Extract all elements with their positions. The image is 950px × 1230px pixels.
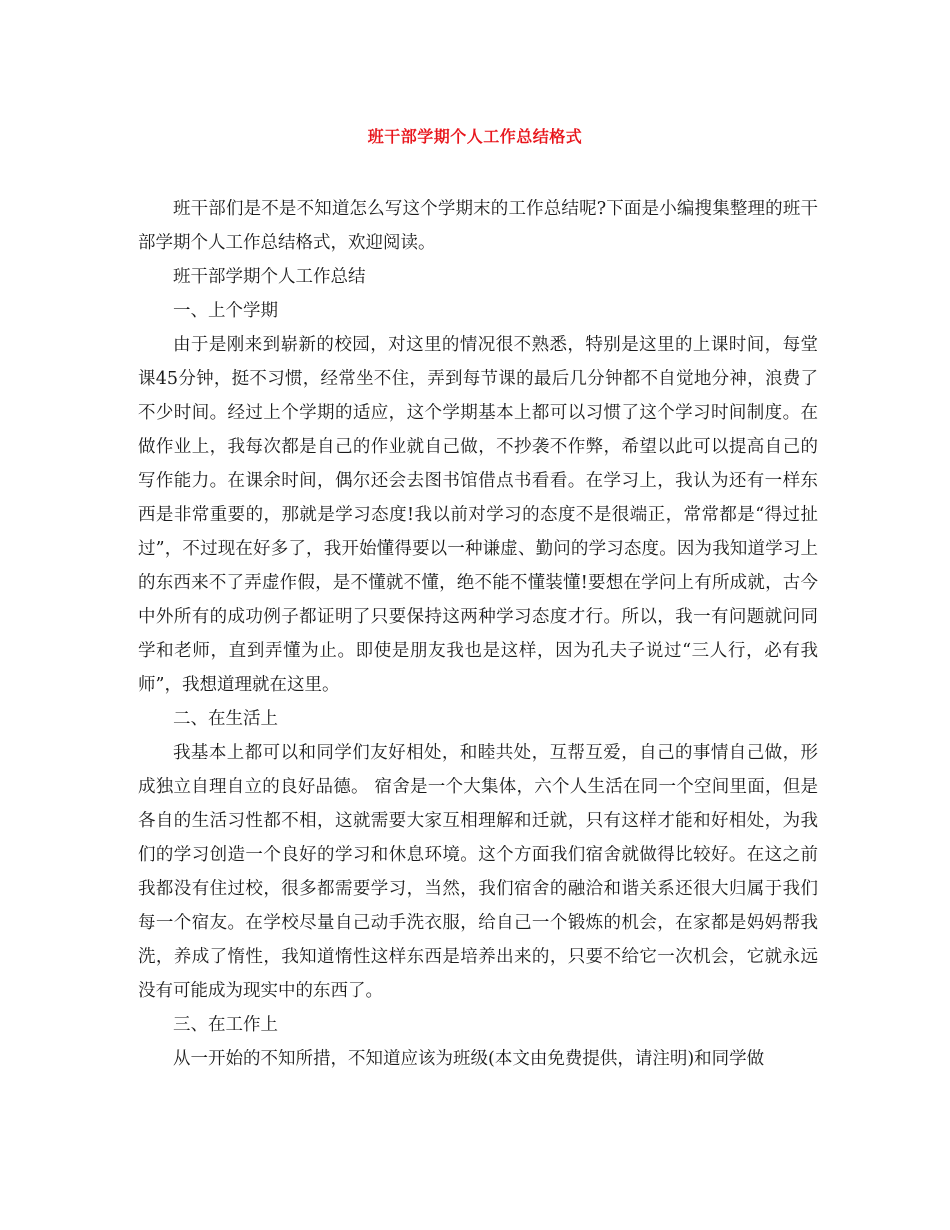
- section-heading-work: 三、在工作上: [173, 1015, 278, 1035]
- intro-paragraph: 班干部们是不是不知道怎么写这个学期末的工作总结呢?下面是小编搜集整理的班干部学期个人工作总结格式，欢迎阅读。: [138, 199, 818, 253]
- document-body: [138, 192, 818, 1076]
- document-title: 班干部学期个人工作总结格式: [367, 127, 583, 146]
- paragraph-last-semester: 由于是刚来到崭新的校园，对这里的情况很不熟悉，特别是这里的上课时间，每堂课45分钟，挺不习惯，经常坐不住，弄到每节课的最后几分钟都不自觉地分神，浪费了不少时间。经过上个学期的适应，这个学期基本上都可以习惯了这个学习时间制度。在做作业上，我每次都是自己的作业就自己做，不抄袭不作弊，希望以此可以提高自己的写作能力。在课余时间，偶尔还会去图书馆借点书看看。在学习上，我认为还有一样东西是非常重要的，那就是学习态度!我以前对学习的态度不是很端正，常常都是“得过扯过”，不过现在好多了，我开始懂得要以一种谦虚、勤问的学习态度。因为我知道学习上的东西来不了弄虚作假，是不懂就不懂，绝不能不懂装懂!要想在学问上有所成就，古今中外所有的成功例子都证明了只要保持这两种学习态度才行。所以，我一有问题就问同学和老师，直到弄懂为止。即使是朋友我也是这样，因为孔夫子说过“三人行，必有我师”，我想道理就在这里。: [138, 335, 818, 695]
- paragraph-work: 从一开始的不知所措，不知道应该为班级(本文由免费提供，请注明)和同学做: [173, 1049, 765, 1069]
- section-heading-summary: 班干部学期个人工作总结: [173, 267, 366, 287]
- paragraph-life: 我基本上都可以和同学们友好相处，和睦共处，互帮互爱，自己的事情自己做，形成独立自理自立的良好品德。 宿舍是一个大集体，六个人生活在同一个空间里面，但是各自的生活习性都不相，这就需要大家互相理解和迁就，只有这样才能和好相处，为我们的学习创造一个良好的学习和休息环境。这个方面我们宿舍就做得比较好。在这之前我都没有住过校，很多都需要学习，当然，我们宿舍的融洽和谐关系还很大归属于我们每一个宿友。在学校尽量自己动手洗衣服，给自己一个锻炼的机会，在家都是妈妈帮我洗，养成了惰性，我知道惰性这样东西是培养出来的，只要不给它一次机会，它就永远没有可能成为现实中的东西了。: [138, 743, 818, 1001]
- section-heading-life: 二、在生活上: [173, 709, 278, 729]
- section-heading-last-semester: 一、上个学期: [173, 301, 278, 321]
